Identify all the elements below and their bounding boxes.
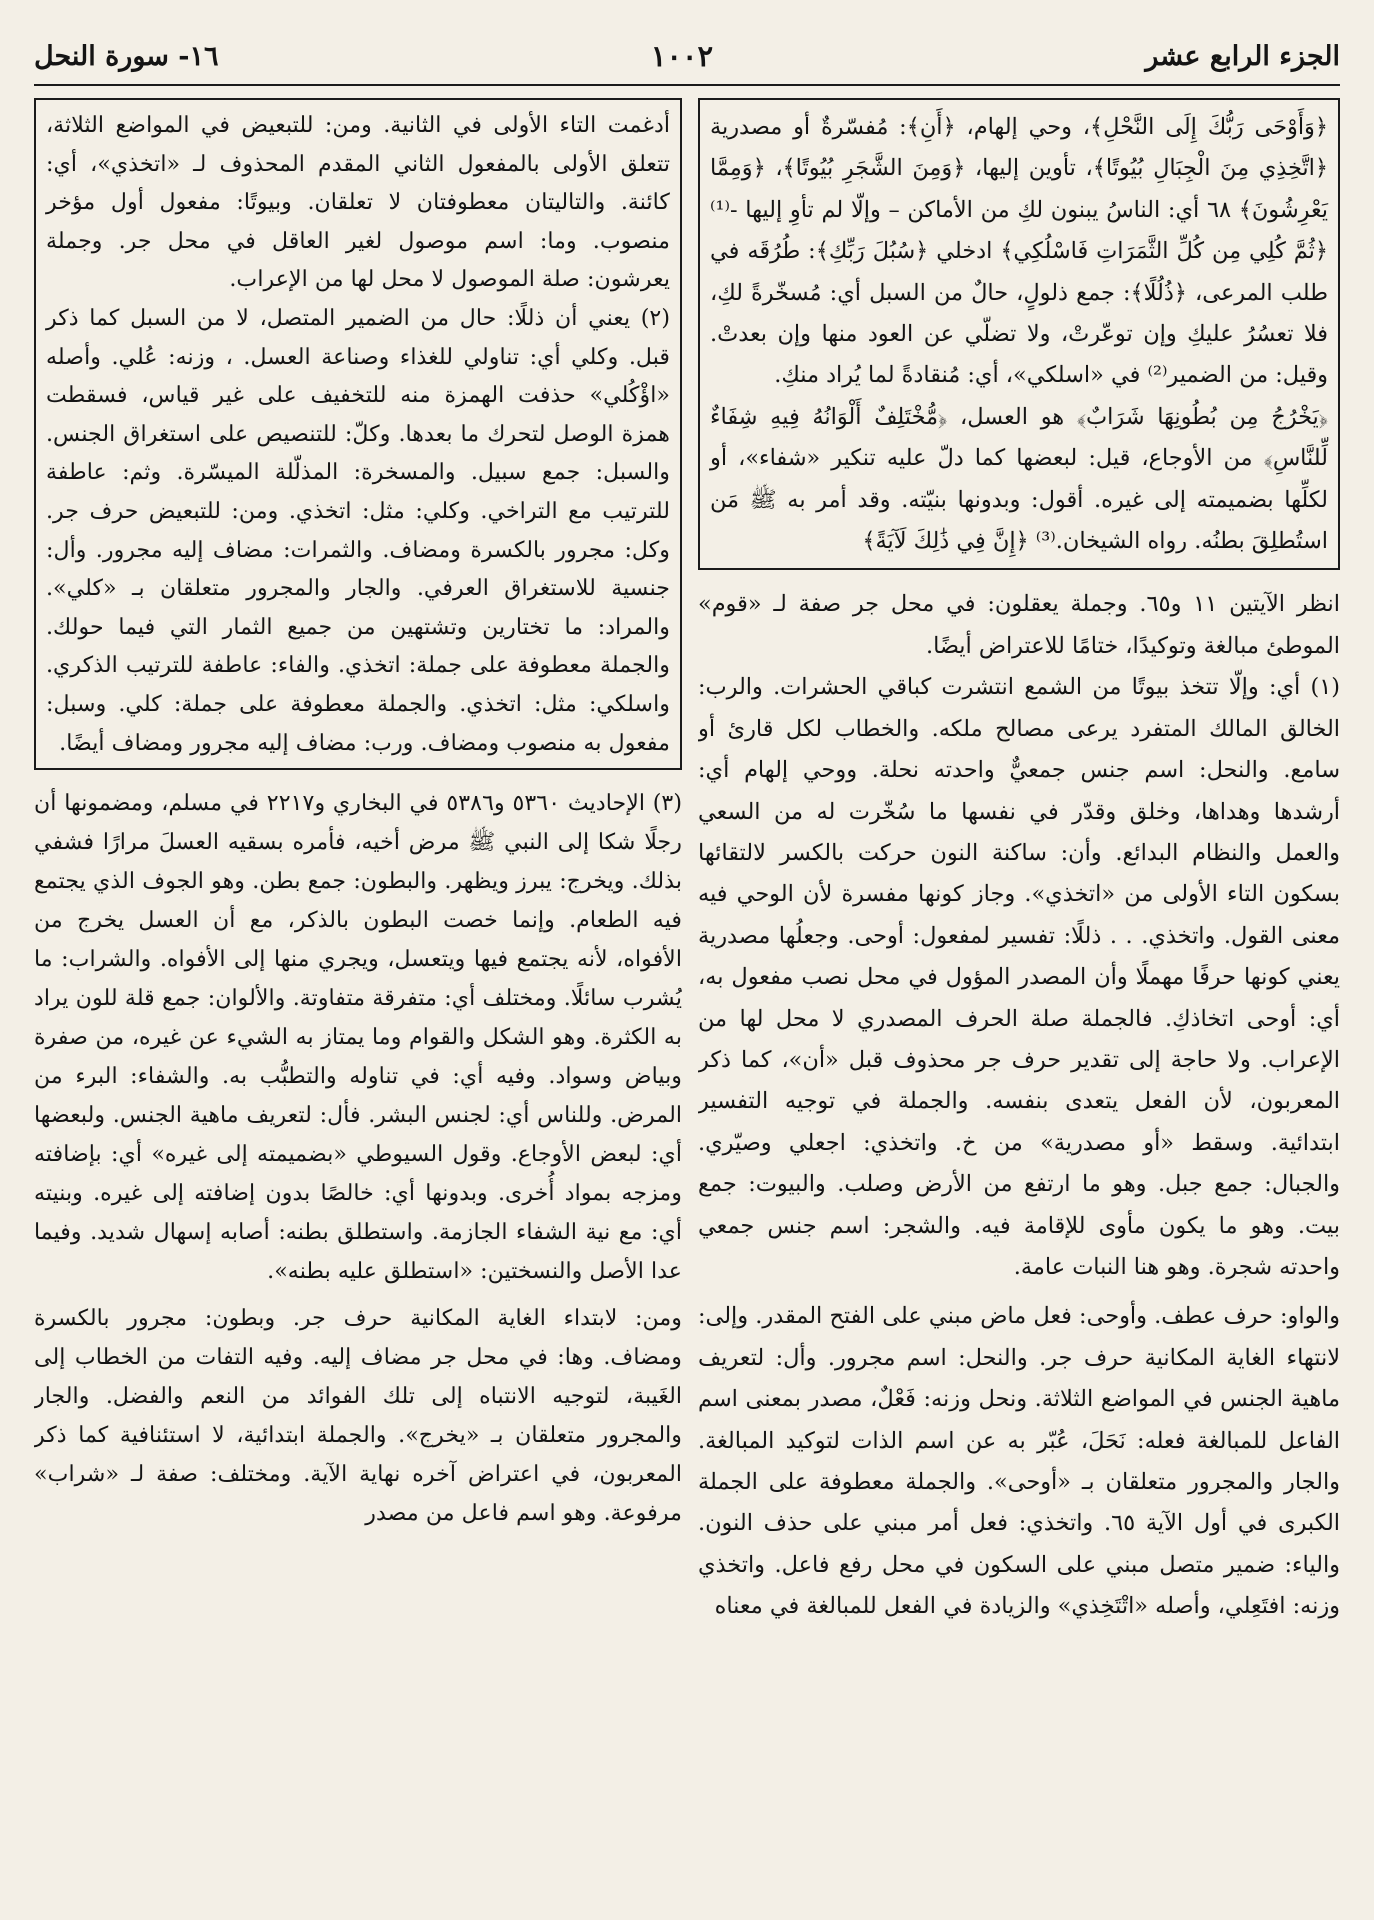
tafsir-paragraph: ﴿وَأَوْحَى رَبُّكَ إِلَى النَّحْلِ﴾، وحي إلهام، ﴿أَنِ﴾: مُفسّرةٌ أو مصدرية ﴿اتَّخِذِي مِنَ الْجِبَالِ بُيُوتًا﴾، تأوين إليها، ﴿وَمِنَ الشَّجَرِ بُيُوتًا﴾، ﴿وَمِمَّا يَعْرِشُونَ﴾ ٦٨ أي: الناسُ يبنون لكِ من الأماكن – وإلّا لم تأوِ إليها -⁽¹⁾ ﴿ثُمَّ كُلِي مِن كُلِّ الثَّمَرَاتِ فَاسْلُكِي﴾ ادخلي ﴿سُبُلَ رَبِّكِ﴾: طُرُقَه في طلب المرعى، ﴿ذُلُلًا﴾: جمع ذلولٍ، حالٌ من السبل أي: مُسخّرةً لكِ، فلا تعسُرُ عليكِ وإن توعّرتْ، ولا تضلّي عن العود منها وإن بعدتْ. وقيل: من الضمير⁽²⁾ في «اسلكي»، أي: مُنقادةً لما يُراد منكِ. [710, 114, 1328, 389]
page-number: ١٠٠٢ [650, 39, 714, 73]
footnote-paragraph: انظر الآيتين ١١ و٦٥. وجملة يعقلون: في محل جر صفة لـ «قوم» الموطئ مبالغة وتوكيدًا، ختامًا للاعتراض أيضًا. [698, 591, 1340, 659]
tafsir-paragraph: ﴿يَخْرُجُ مِن بُطُونِهَا شَرَابٌ﴾ هو العسل، ﴿مُّخْتَلِفٌ أَلْوَانُهُ فِيهِ شِفَاءٌ لِّلنَّاسِ﴾ من الأوجاع، قيل: لبعضها كما دلّ عليه تنكير «شفاء»، أو لكلِّها بضميمته إلى غيره. أقول: وبدونها بنيّته. وقد أمر به ﷺ مَن استُطلِقَ بطنُه. رواه الشيخان.⁽³⁾ ﴿إِنَّ فِي ذَٰلِكَ لَآيَةً﴾ [710, 403, 1328, 555]
commentary-paragraph: أدغمت التاء الأولى في الثانية. ومن: للتبعيض في المواضع الثلاثة، تتعلق الأولى بالمفعول الثاني المقدم المحذوف لـ «اتخذي»، أي: كائنة. والتاليتان معطوفتان لا تعلقان. وبيوتًا: مفعول أول مؤخر منصوب. وما: اسم موصول لغير العاقل في محل جر. وجملة يعرشون: صلة الموصول لا محل لها من الإعراب. [46, 112, 670, 293]
commentary-box [34, 98, 682, 770]
page-header [34, 28, 1340, 86]
footnote-paragraph: (١) أي: وإلّا تتخذ بيوتًا من الشمع انتشرت كباقي الحشرات. والرب: الخالق المالك المتفرد يرعى مصالح ملكه. والخطاب لكل قارئ أو سامع. والنحل: اسم جنس جمعيٌّ واحدته نحلة. ووحي إلهام أي: أرشدها وهداها، وخلق وقدّر في نفسها ما سُخّرت له من السعي والعمل والنظام البدائع. وأن: ساكنة النون حركت بالكسر لالتقائها بسكون التاء الأولى من «اتخذي». وجاز كونها مفسرة لأن الوحي فيه معنى القول. واتخذي. . . ذللًا: تفسير لمفعول: أوحى. وجعلُها مصدرية يعني كونها حرفًا مهملًا وأن المصدر المؤول في محل نصب مفعول به، أي: أوحى اتخاذكِ. فالجملة صلة الحرف المصدري لا محل لها من الإعراب. ولا حاجة إلى تقدير حرف جر محذوف قبل «أن»، كما ذكر المعربون، لأن الفعل يتعدى بنفسه. والجملة في توجيه التفسير ابتدائية. وسقط «أو مصدرية» من خ. واتخذي: اجعلي وصيّري. والجبال: جمع جبل. وهو ما ارتفع من الأرض وصلب. والبيوت: جمع بيت. وهو ما يكون مأوى للإقامة فيه. والشجر: اسم جنس جمعي واحدته شجرة. وهو هنا النبات عامة. [698, 674, 1340, 1280]
right-column [698, 98, 1340, 1898]
grammar-paragraph: والواو: حرف عطف. وأوحى: فعل ماض مبني على الفتح المقدر. وإلى: لانتهاء الغاية المكانية حرف جر. والنحل: اسم مجرور. وأل: لتعريف ماهية الجنس في المواضع الثلاثة. ونحل وزنه: فَعْلٌ، مصدر بمعنى اسم الفاعل للمبالغة فعله: نَحَلَ، عُبّر به عن اسم الذات لتوكيد المبالغة. والجار والمجرور متعلقان بـ «أوحى». والجملة معطوفة على الجملة الكبرى في أول الآية ٦٥. واتخذي: فعل أمر مبني على حذف النون. والياء: ضمير متصل مبني على السكون في محل رفع فاعل. واتخذي وزنه: افتَعِلي، وأصله «اتْتَخِذي» والزيادة في الفعل للمبالغة في معناه [698, 1303, 1340, 1620]
grammar-paragraph: ومن: لابتداء الغاية المكانية حرف جر. وبطون: مجرور بالكسرة ومضاف. وها: في محل جر مضاف إليه. وفيه التفات من الخطاب إلى الغَيبة، لتوجيه الانتباه إلى تلك الفوائد من النعم والفضل. والجار والمجرور متعلقان بـ «يخرج». والجملة ابتدائية، لا استئنافية كما ذكر المعربون، في اعتراض آخره نهاية الآية. ومختلف: صفة لـ «شراب» مرفوعة. وهو اسم فاعل من مصدر [34, 1305, 682, 1527]
quran-text-box [698, 98, 1340, 570]
footnote-paragraph: (٣) الإحاديث ٥٣٦٠ و٥٣٨٦ في البخاري و٢٢١٧ في مسلم، ومضمونها أن رجلًا شكا إلى النبي ﷺ مرض أخيه، فأمره بسقيه العسلَ مرارًا فشفي بذلك. ويخرج: يبرز ويظهر. والبطون: جمع بطن. وهو الجوف الذي يجتمع فيه الطعام. وإنما خصت البطون بالذكر، مع أن العسل يخرج من الأفواه، لأنه يجتمع فيها ويتعسل، ويجري منها إلى الأفواه. والشراب: ما يُشرب سائلًا. ومختلف أي: متفرقة متفاوتة. والألوان: جمع قلة للون يراد به الكثرة. وهو الشكل والقوام وما يمتاز به الشيء عن غيره، من صفرة وبياض وسواد. وفيه أي: في تناوله والتطبُّب به. والشفاء: البرء من المرض. وللناس أي: لجنس البشر. فأل: لتعريف ماهية الجنس. ولبعضها أي: لبعض الأوجاع. وقول السيوطي «بضميمته إلى غيره» أي: بإضافته ومزجه بمواد أُخرى. وبدونها أي: خالصًا بدون إضافته إلى غيره. وبنيته أي: مع نية الشفاء الجازمة. واستطلق بطنه: أصابه إسهال شديد. وفيما عدا الأصل والنسختين: «استطلق عليه بطنه». [34, 790, 682, 1285]
left-column [34, 98, 682, 1898]
commentary-paragraph: (٢) يعني أن ذللًا: حال من الضمير المتصل، لا من السبل كما ذكر قبل. وكلي أي: تناولي للغذاء وصناعة العسل. ، وزنه: عُلي. وأصله «اؤْكُلي» حذفت الهمزة منه للتخفيف على غير قياس، فسقطت همزة الوصل لتحرك ما بعدها. وكلّ: للتنصيص على استغراق الجنس. والسبل: جمع سبيل. والمسخرة: المذلّلة الميسّرة. وثم: عاطفة للترتيب مع التراخي. وكلي: مثل: اتخذي. ومن: للتبعيض حرف جر. وكل: مجرور بالكسرة ومضاف. والثمرات: مضاف إليه مجرور. وأل: جنسية للاستغراق العرفي. والجار والمجرور متعلقان بـ «كلي». والمراد: ما تختارين وتشتهين من جميع الثمار التي فيما حولك. والجملة معطوفة على جملة: اتخذي. والفاء: عاطفة للترتيب الذكري. واسلكي: مثل: اتخذي. والجملة معطوفة على جملة: كلي. وسبل: مفعول به منصوب ومضاف. ورب: مضاف إليه مجرور ومضاف أيضًا. [46, 304, 670, 756]
surah-title: ١٦- سورة النحل [34, 40, 219, 72]
part-title: الجزء الرابع عشر [1145, 40, 1340, 72]
